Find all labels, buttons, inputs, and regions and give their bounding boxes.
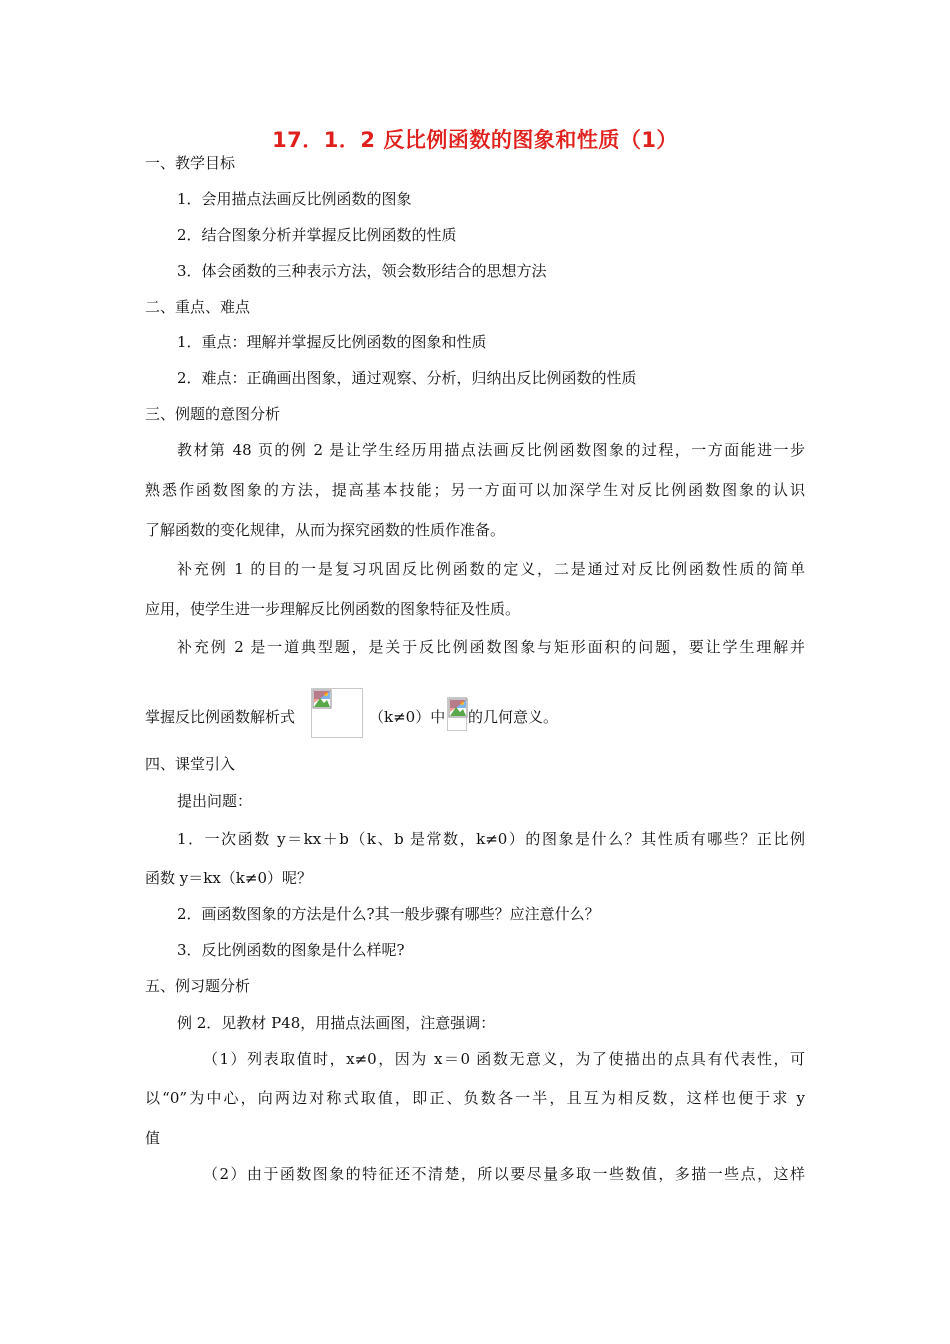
paragraph-line-text: 的几何意义。 <box>468 708 559 726</box>
page-title: 17．1．2 反比例函数的图象和性质（1） <box>272 128 678 152</box>
note-line: （1）列表取值时，x≠0，因为 x＝0 函数无意义，为了使描出的点具有代表性，可 <box>203 1050 805 1068</box>
goal-item: 2．结合图象分析并掌握反比例函数的性质 <box>177 226 457 244</box>
question-line: 2．画函数图象的方法是什么?其一般步骤有哪些？应注意什么？ <box>177 905 600 923</box>
paragraph-line-text: 掌握反比例函数解析式 <box>145 708 296 726</box>
section-heading-intro: 四、课堂引入 <box>145 755 236 773</box>
formula-image-placeholder <box>311 688 363 738</box>
goal-item: 1．会用描点法画反比例函数的图象 <box>177 190 412 208</box>
question-line: 1．一次函数 y＝kx＋b（k、b 是常数，k≠0）的图象是什么？其性质有哪些？正比例 <box>177 830 805 848</box>
broken-image-icon <box>448 698 468 718</box>
paragraph-line: 补充例 2 是一道典型题，是关于反比例函数图象与矩形面积的问题，要让学生理解并 <box>177 638 805 656</box>
paragraph-line-text: （k≠0）中 <box>369 708 446 726</box>
paragraph-line: 教材第 48 页的例 2 是让学生经历用描点法画反比例函数图象的过程，一方面能进一步 <box>177 441 805 459</box>
paragraph-line: 了解函数的变化规律，从而为探究函数的性质作准备。 <box>145 521 506 539</box>
question-line: 3．反比例函数的图象是什么样呢? <box>177 941 405 959</box>
note-line: 以“0”为中心，向两边对称式取值，即正、负数各一半，且互为相反数，这样也便于求 y <box>145 1089 805 1107</box>
broken-image-icon <box>312 689 332 709</box>
note-line: （2）由于函数图象的特征还不清楚，所以要尽量多取一些数值，多描一些点，这样 <box>203 1165 805 1183</box>
example-line: 例 2．见教材 P48，用描点法画图，注意强调： <box>177 1014 496 1032</box>
goal-item: 3．体会函数的三种表示方法，领会数形结合的思想方法 <box>177 262 547 280</box>
keypoint-item: 1．重点：理解并掌握反比例函数的图象和性质 <box>177 333 487 351</box>
k-image-placeholder <box>447 697 467 731</box>
paragraph-line: 补充例 1 的目的一是复习巩固反比例函数的定义，二是通过对反比例函数性质的简单 <box>177 560 805 578</box>
note-line: 值 <box>145 1129 161 1147</box>
section-heading-examples: 三、例题的意图分析 <box>145 405 281 423</box>
section-heading-goals: 一、教学目标 <box>145 154 236 172</box>
section-heading-keypoints: 二、重点、难点 <box>145 298 251 316</box>
paragraph-line: 熟悉作函数图象的方法，提高基本技能；另一方面可以加深学生对反比例函数图象的认识 <box>145 481 805 499</box>
keypoint-item: 2．难点：正确画出图象，通过观察、分析，归纳出反比例函数的性质 <box>177 369 637 387</box>
intro-line: 提出问题： <box>177 792 253 810</box>
question-line: 函数 y＝kx（k≠0）呢？ <box>145 869 312 887</box>
section-heading-exercises: 五、例习题分析 <box>145 977 251 995</box>
paragraph-line: 应用，使学生进一步理解反比例函数的图象特征及性质。 <box>145 600 521 618</box>
